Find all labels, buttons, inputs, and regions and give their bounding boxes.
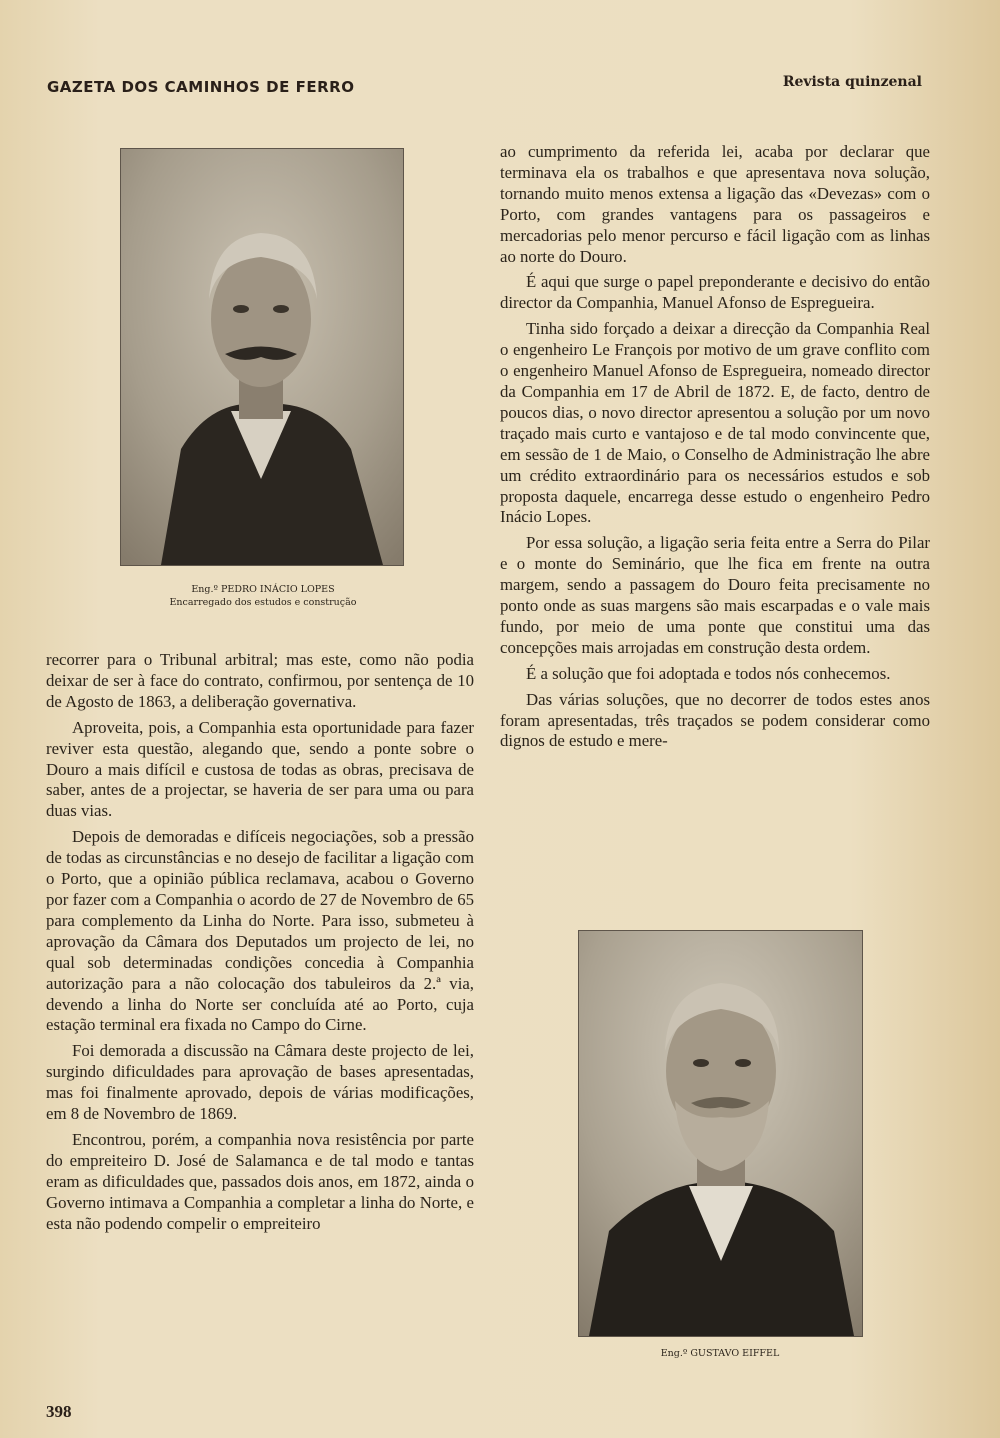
paragraph: Depois de demoradas e difíceis negociações, sob a pressão de todas as circunstâncias e no desejo de facilitar a ligação com o Porto, que a opinião pública reclamava, acabou o Governo por fazer com a Companhia o acordo de 27 de Novembro de 65 para complemento da Linha do Norte. Para isso, submeteu à aprovação da Câmara dos Deputados um projecto de lei, no qual sob determinadas condições concedia à Companhia autorização para a não colocação dos tabuleiros da 2.ª via, devendo a linha do Norte ser concluída até ao Porto, cuja estação terminal era fixada no Campo do Cirne. [46,827,474,1035]
portrait-pedro-inacio-lopes [120,148,404,566]
paragraph: recorrer para o Tribunal arbitral; mas este, como não podia deixar de ser à face do contrato, confirmou, por sentença de 10 de Agosto de 1863, a deliberação governativa. [46,650,474,711]
page-number: 398 [46,1402,72,1421]
left-column-text [46,650,474,1239]
paragraph: É a solução que foi adoptada e todos nós conhecemos. [526,663,891,683]
journal-title: GAZETA DOS CAMINHOS DE FERRO [47,78,355,96]
portrait-caption-1 [118,583,408,609]
paragraph: Foi demorada a discussão na Câmara deste projecto de lei, surgindo dificuldades para aprovação de bases apresentadas, mas foi finalmente aprovado, depois de várias modificações, em 8 de Novembro de 1869. [46,1041,474,1124]
paragraph: ao cumprimento da referida lei, acaba por declarar que terminava ela os trabalhos e que apresentava nova solução, tornando muito menos extensa a ligação das «Devezas» com o Porto, com grandes vantagens para os passageiros e mercadorias pelo menor percurso e fácil ligação com as linhas ao norte do Douro. [500,142,930,266]
paragraph: Aproveita, pois, a Companhia esta oportunidade para fazer reviver esta questão, alegando que, sendo a ponte sobre o Douro a mais difícil e custosa de todas as obras, precisava de saber, antes de a projectar, se haveria de ser para uma ou para duas vias. [46,717,474,821]
caption-role: Encarregado dos estudos e construção [169,597,357,608]
journal-subtitle: Revista quinzenal [782,74,922,90]
paragraph: Por essa solução, a ligação seria feita entre a Serra do Pilar e o monte do Seminário, que lhe fica em frente na outra margem, sendo a passagem do Douro feita precisamente no ponto onde as suas margens são mais escarpadas e o vale mais fundo, por meio de uma ponte que constitui uma das concepções mais arrojadas em construção desta ordem. [500,533,930,657]
paragraph: Tinha sido forçado a deixar a direcção da Companhia Real o engenheiro Le François por motivo de um grave conflito com o engenheiro Manuel Afonso de Espregueira, nomeado director da Companhia em 17 de Abril de 1872. E, de facto, dentro de poucos dias, o novo director apresentou a solução por um novo traçado mais curto e vantajoso e de tal modo convincente que, em sessão de 1 de Maio, o Conselho de Administração lhe abre um crédito extraordinário para os necessários estudos e sob proposta daquele, encarrega desse estudo o engenheiro Pedro Inácio Lopes. [500,319,930,527]
portrait-caption-2: Eng.º GUSTAVO EIFFEL [660,1348,780,1359]
caption-name: Eng.º PEDRO INÁCIO LOPES [191,584,335,595]
portrait-gustavo-eiffel [578,930,863,1337]
paragraph: Encontrou, porém, a companhia nova resistência por parte do empreiteiro D. José de Salamanca e de tal modo e tantas eram as dificuldades que, passados dois anos, em 1872, ainda o Governo intimava a Companhia a completar a linha do Norte, e esta não podendo compelir o empreiteiro [46,1129,474,1233]
right-column-text [500,142,930,757]
paragraph: Das várias soluções, que no decorrer de todos estes anos foram apresentadas, três traçados se podem considerar como dignos de estudo e mere- [500,689,930,751]
paragraph: É aqui que surge o papel preponderante e decisivo do então director da Companhia, Manuel Afonso de Espregueira. [500,272,930,313]
